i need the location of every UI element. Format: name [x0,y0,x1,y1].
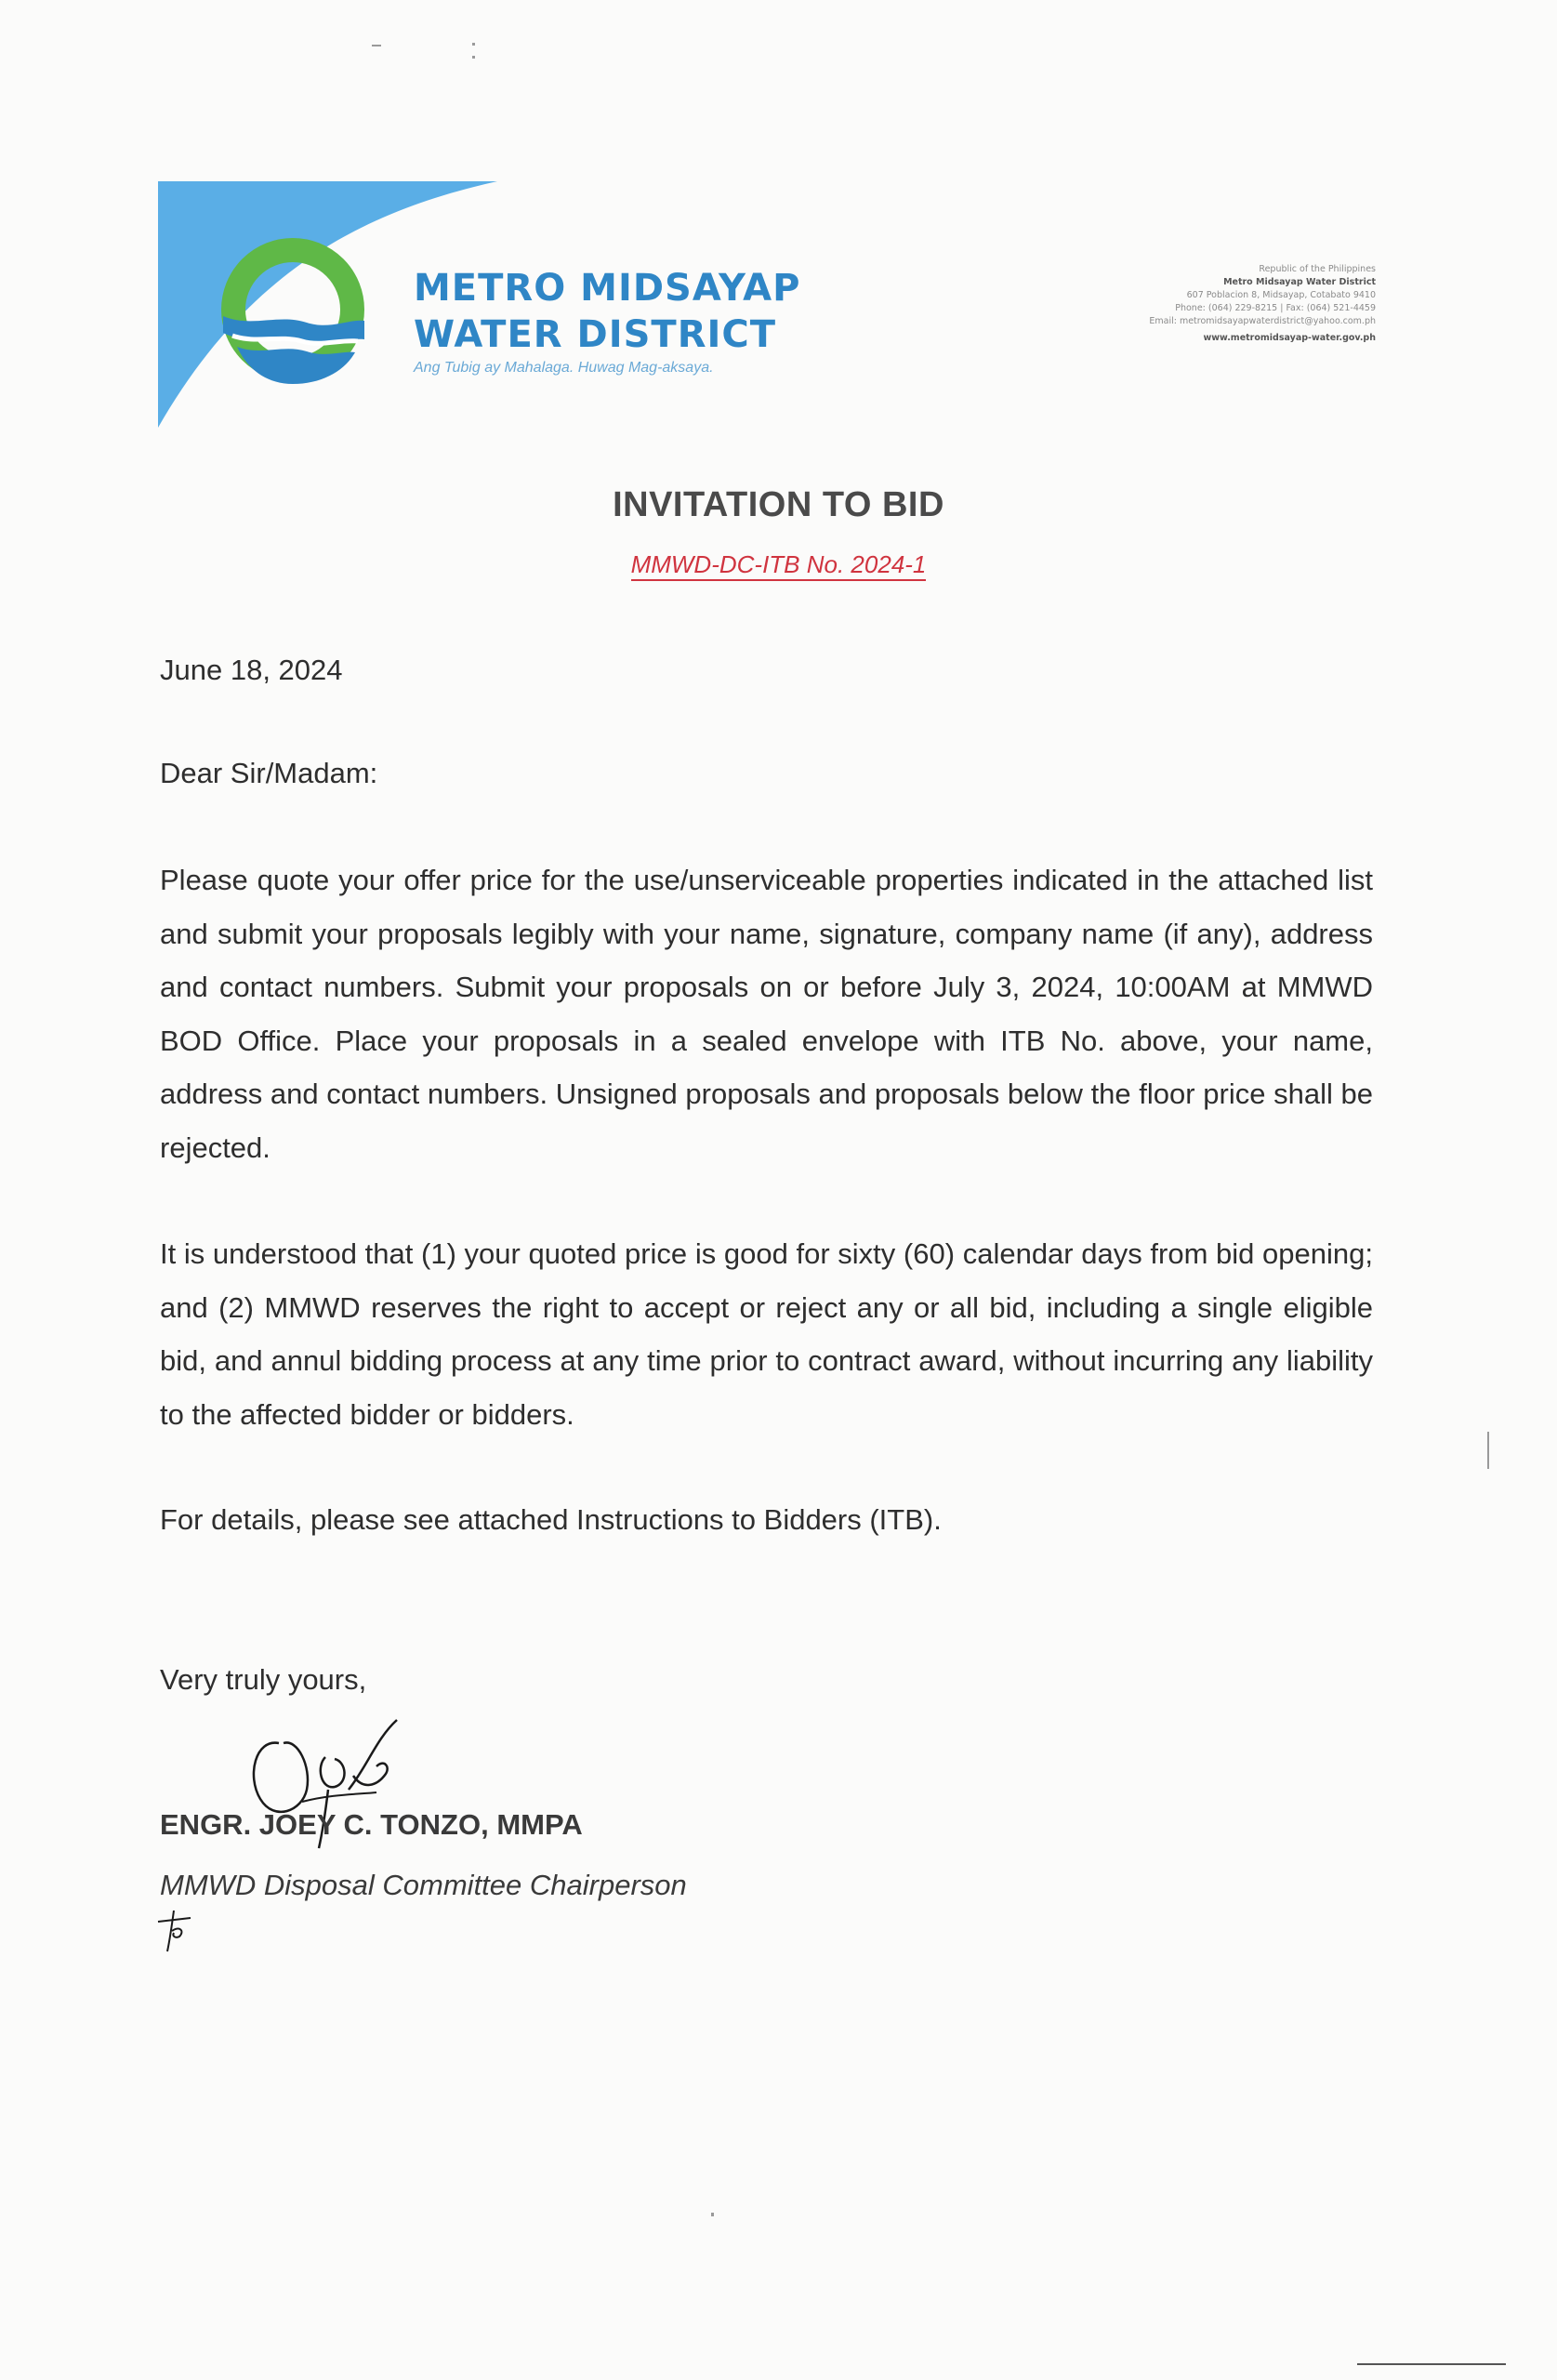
handwritten-initial [153,1911,200,1952]
signer-position: MMWD Disposal Committee Chairperson [160,1869,687,1901]
organization-tagline: Ang Tubig ay Mahalaga. Huwag Mag-aksaya. [414,360,714,376]
scan-speck [1487,1432,1489,1469]
contact-website: www.metromidsayap-water.gov.ph [1203,333,1376,343]
contact-republic: Republic of the Philippines [1259,264,1376,274]
body-paragraph-1: Please quote your offer price for the use/unserviceable properties indicated in the attached list and submit your proposals legibly with your name, signature, company name (if any), address and contact numbers. Submit your proposals on or before July 3, 2024, 10:00AM at MMWD BOD Office. Place your proposals in a sealed envelope with ITB No. above, your name, address and contact numbers. Unsigned proposals and proposals below the floor price shall be rejected. [160,864,1373,1164]
contact-phone: Phone: (064) 229-8215 | Fax: (064) 521-4459 [1175,303,1376,313]
contact-block [948,263,1376,345]
scan-speck [472,56,475,59]
organization-name [414,265,800,358]
letter-date: June 18, 2024 [160,654,343,686]
body-paragraph-2: It is understood that (1) your quoted price is good for sixty (60) calendar days from bid opening; and (2) MMWD reserves the right to accept or reject any or all bid, including a single eligible bid, and annul bidding process at any time prior to contract award, without incurring any liability to the affected bidder or bidders. [160,1237,1373,1431]
contact-email: Email: metromidsayapwaterdistrict@yahoo.com.ph [1149,316,1376,326]
signer-name: ENGR. JOEY C. TONZO, MMPA [160,1808,583,1841]
organization-name-line2: WATER DISTRICT [414,313,777,356]
organization-name-line1: METRO MIDSAYAP [414,267,801,310]
scan-speck [472,43,475,46]
salutation: Dear Sir/Madam: [160,757,378,789]
complimentary-closing: Very truly yours, [160,1663,367,1696]
contact-address: 607 Poblacion 8, Midsayap, Cotabato 9410 [1186,290,1376,300]
body-paragraph-3: For details, please see attached Instructions to Bidders (ITB). [160,1503,942,1536]
contact-organization: Metro Midsayap Water District [1223,277,1376,287]
reference-number: MMWD-DC-ITB No. 2024-1 [631,550,927,581]
scan-speck [372,45,381,46]
scan-edge-line [1357,2363,1506,2365]
document-reference [0,550,1557,579]
document-title: INVITATION TO BID [613,485,944,524]
scan-speck [711,2213,714,2216]
